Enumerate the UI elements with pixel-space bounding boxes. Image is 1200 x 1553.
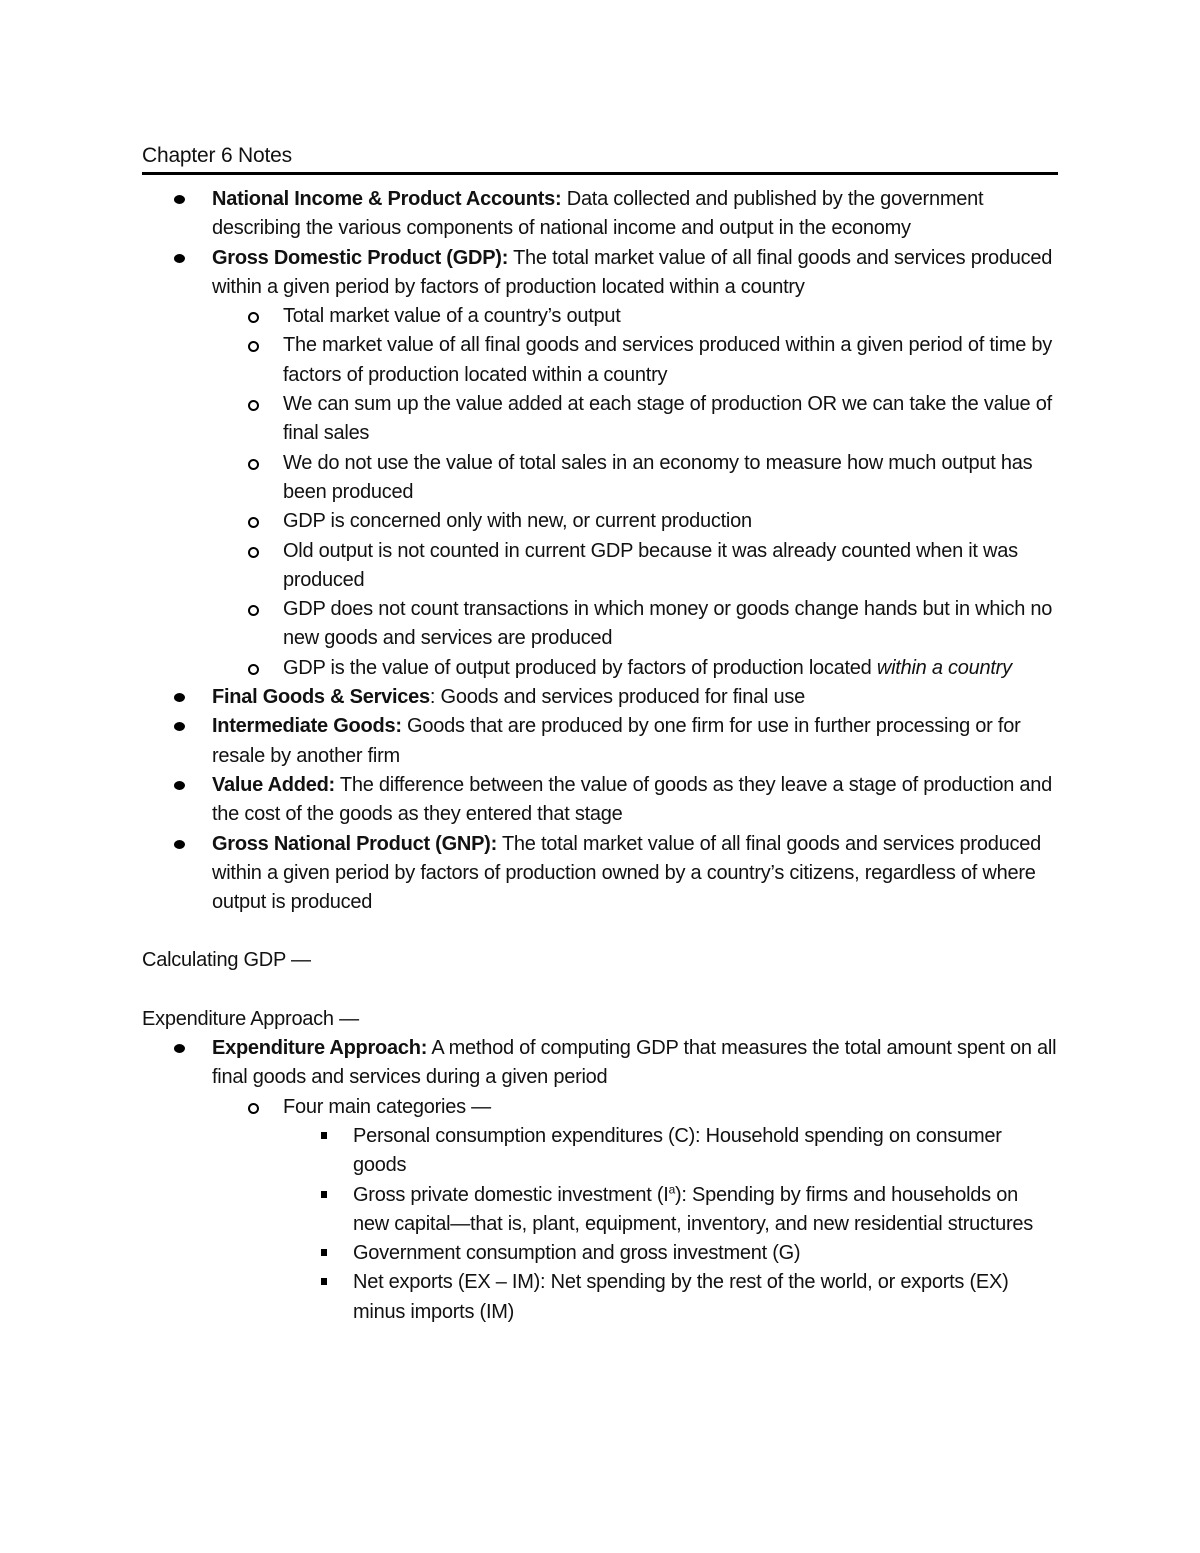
category-item-investment — [142, 1181, 1058, 1240]
hollow-bullet-icon — [248, 1103, 259, 1114]
bullet-icon — [174, 693, 185, 702]
term-gnp: Gross National Product (GNP): — [212, 832, 497, 855]
sub-item-gdp-5 — [142, 507, 1058, 536]
term-gdp: Gross Domestic Product (GDP): — [212, 246, 509, 269]
bullet-icon — [174, 1044, 185, 1053]
sub-item-text: We can sum up the value added at each stage of production OR we can take the value of final sales — [283, 393, 1052, 445]
sub-item-emphasis: within a country — [876, 656, 1012, 679]
hollow-bullet-icon — [248, 400, 259, 411]
hollow-bullet-icon — [248, 547, 259, 558]
bullet-icon — [174, 254, 185, 263]
category-item-government — [142, 1239, 1058, 1268]
category-text: ): Spending by firms and households on new capital—that is, plant, equipment, inventory, and new residential structures — [353, 1183, 1033, 1235]
term-expenditure-approach: Expenditure Approach: — [212, 1037, 428, 1060]
list-item-intermediate-goods — [142, 712, 1058, 771]
bullet-icon — [174, 195, 185, 204]
page-title: Chapter 6 Notes — [142, 144, 292, 167]
category-text: Gross private domestic investment (I — [353, 1183, 669, 1206]
definition-final-goods: : Goods and services produced for final use — [429, 686, 805, 709]
sub-item-gdp-6 — [142, 537, 1058, 596]
hollow-bullet-icon — [248, 517, 259, 528]
square-bullet-icon — [321, 1132, 327, 1139]
list-item-expenditure-approach — [142, 1034, 1058, 1093]
category-text: Net exports (EX – IM): Net spending by the rest of the world, or exports (EX) minus imports (IM) — [353, 1271, 1009, 1323]
section-heading-calculating-gdp: Calculating GDP — — [142, 949, 311, 972]
sub-item-gdp-4 — [142, 449, 1058, 508]
sub-item-text: GDP does not count transactions in which money or goods change hands but in which no new goods and services are produced — [283, 598, 1053, 650]
sub-item-text: We do not use the value of total sales in an economy to measure how much output has been produced — [283, 451, 1033, 503]
sub-item-gdp-8 — [142, 654, 1058, 683]
term-intermediate-goods: Intermediate Goods: — [212, 715, 402, 738]
list-item-value-added — [142, 771, 1058, 830]
square-bullet-icon — [321, 1249, 327, 1256]
bullet-icon — [174, 840, 185, 849]
superscript: a — [668, 1181, 675, 1196]
hollow-bullet-icon — [248, 664, 259, 675]
definition-gdp: The total market value of all final goods and services produced within a given period by factors of production located within a country — [212, 246, 1053, 298]
hollow-bullet-icon — [248, 341, 259, 352]
document-page — [142, 138, 1058, 1327]
sub-item-four-categories — [142, 1093, 1058, 1122]
list-item-gdp — [142, 244, 1058, 303]
sub-item-text: Total market value of a country’s output — [283, 305, 621, 328]
sub-item-text: Four main categories — — [283, 1095, 491, 1118]
sub-item-text: The market value of all final goods and services produced within a given period of time by factors of production located within a country — [283, 334, 1053, 386]
hollow-bullet-icon — [248, 459, 259, 470]
sub-item-text: GDP is concerned only with new, or current production — [283, 510, 752, 533]
bullet-icon — [174, 781, 185, 790]
list-item-gnp — [142, 830, 1058, 918]
sub-item-gdp-2 — [142, 331, 1058, 390]
list-item-final-goods — [142, 683, 1058, 712]
term-final-goods: Final Goods & Services — [212, 686, 430, 709]
sub-item-text: Old output is not counted in current GDP because it was already counted when it was produced — [283, 539, 1018, 591]
sub-item-gdp-3 — [142, 390, 1058, 449]
term-value-added: Value Added: — [212, 773, 335, 796]
sub-item-text: GDP is the value of output produced by factors of production located — [283, 656, 877, 679]
sub-item-gdp-1 — [142, 302, 1058, 331]
term-nipa: National Income & Product Accounts: — [212, 188, 562, 210]
list-item-nipa — [142, 185, 1058, 244]
category-item-consumption — [142, 1122, 1058, 1181]
definition-gnp: The total market value of all final goods and services produced within a given period by factors of production owned by a country’s citizens, regardless of where output is produced — [212, 832, 1041, 914]
definition-nipa: Data collected and published by the government describing the various components of national income and output in the economy — [212, 188, 984, 240]
category-item-net-exports — [142, 1268, 1058, 1327]
spacer — [142, 976, 1058, 1005]
hollow-bullet-icon — [248, 312, 259, 323]
category-text: Government consumption and gross investment (G) — [353, 1242, 801, 1265]
spacer — [142, 917, 1058, 946]
definition-value-added: The difference between the value of goods as they leave a stage of production and the cost of the goods as they entered that stage — [212, 773, 1053, 826]
definition-expenditure-approach: A method of computing GDP that measures the total amount spent on all final goods and services during a given period — [212, 1037, 1057, 1089]
definition-intermediate-goods: Goods that are produced by one firm for use in further processing or for resale by another firm — [212, 715, 1021, 767]
section-heading-expenditure-approach: Expenditure Approach — — [142, 1007, 359, 1030]
hollow-bullet-icon — [248, 605, 259, 616]
sub-item-gdp-7 — [142, 595, 1058, 654]
bullet-icon — [174, 722, 185, 731]
square-bullet-icon — [321, 1278, 327, 1285]
category-text: Personal consumption expenditures (C): Household spending on consumer goods — [353, 1124, 1002, 1177]
square-bullet-icon — [321, 1191, 327, 1198]
